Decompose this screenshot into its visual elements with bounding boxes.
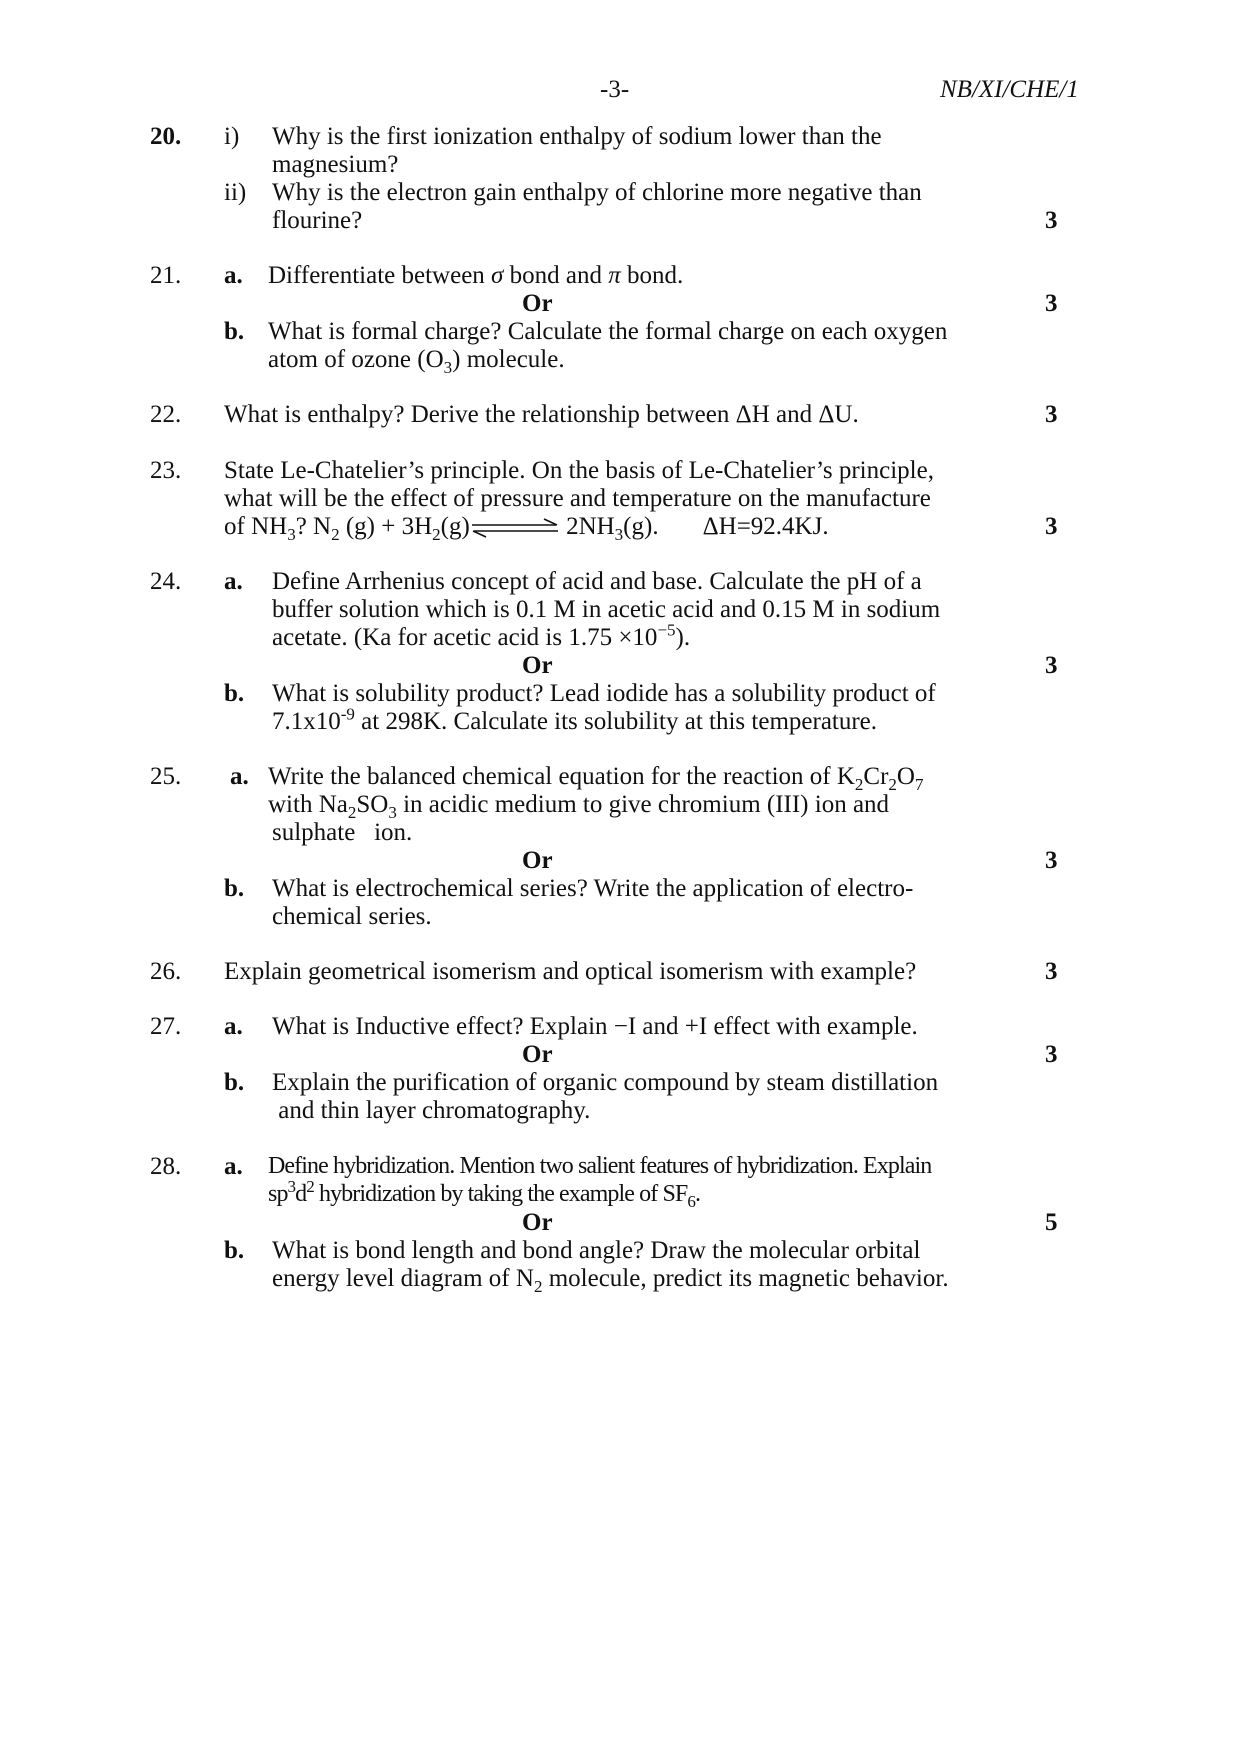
option-label: a. (224, 568, 243, 595)
question-text: acetate. (Ka for acetic acid is $1.75 \times 10^{-5}$). (272, 620, 691, 651)
marks: 3 (1045, 958, 1058, 985)
question-20 (150, 121, 1070, 241)
marks: 3 (1045, 207, 1058, 234)
question-number: 20. (150, 123, 182, 150)
question-27 (150, 1011, 1070, 1126)
question-text: What is solubility product? Lead iodide has a solubility product of (272, 680, 936, 707)
question-text: chemical series. (272, 903, 432, 930)
question-text: What is Inductive effect? Explain −I and +I effect with example. (272, 1013, 918, 1040)
marks: 3 (1045, 652, 1058, 679)
option-label: b. (224, 875, 245, 902)
question-text: Define Arrhenius concept of acid and base. Calculate the pH of a (272, 568, 922, 595)
question-text: flourine? (272, 207, 363, 234)
question-text: energy level diagram of $N_2$ molecule, predict its magnetic behavior. (272, 1265, 949, 1296)
or-divider: Or (522, 652, 553, 679)
marks: 3 (1045, 290, 1058, 317)
question-text: what will be the effect of pressure and temperature on the manufacture (224, 485, 931, 512)
sigma-symbol: σ (491, 262, 504, 289)
question-text: buffer solution which is 0.1 M in acetic acid and 0.15 M in sodium (272, 596, 941, 623)
question-text: What is electrochemical series? Write the application of electro- (272, 875, 914, 902)
question-number: 22. (150, 401, 182, 428)
question-number: 24. (150, 568, 182, 595)
option-label: b. (224, 318, 245, 345)
question-text: $7.1x10^{-9}$ at 298K. Calculate its solubility at this temperature. (272, 704, 878, 735)
question-text: Explain the purification of organic compound by steam distillation (272, 1069, 939, 1096)
question-23 (150, 455, 1070, 545)
question-text: $sp^3d^2$ hybridization by taking the example of $SF_6$. (268, 1177, 701, 1211)
question-text: magnesium? (272, 151, 399, 178)
question-number: 23. (150, 457, 182, 484)
or-divider: Or (522, 847, 553, 874)
part-label: i) (224, 123, 240, 150)
question-number: 21. (150, 262, 182, 289)
question-text: with $Na_2SO_3$ in acidic medium to give chromium (III) ion and (268, 791, 890, 822)
question-number: 25. (150, 763, 182, 790)
question-21 (150, 260, 1070, 375)
marks: 3 (1045, 401, 1058, 428)
question-text: Explain geometrical isomerism and optical isomerism with example? (224, 958, 917, 985)
option-label: a. (224, 1013, 243, 1040)
option-label: a. (224, 1153, 243, 1180)
question-text: atom of ozone $(O_3)$ molecule. (268, 346, 565, 377)
question-text: and thin layer chromatography. (272, 1097, 591, 1124)
question-text: Write the balanced chemical equation for the reaction of $K_2Cr_2O_7$ (268, 763, 924, 794)
option-label: b. (224, 1069, 245, 1096)
marks: 5 (1045, 1209, 1058, 1236)
equilibrium-arrow-icon (470, 517, 560, 539)
marks: 3 (1045, 513, 1058, 540)
question-22 (150, 399, 1070, 431)
option-label: a. (224, 262, 243, 289)
question-text: What is enthalpy? Derive the relationship between ΔH and ΔU. (224, 401, 859, 428)
or-divider: Or (522, 1209, 553, 1236)
question-text: What is bond length and bond angle? Draw the molecular orbital (272, 1237, 921, 1264)
question-text: Why is the electron gain enthalpy of chlorine more negative than (272, 179, 922, 206)
question-24 (150, 566, 1070, 735)
page-number: -3- (600, 76, 630, 103)
question-text: Differentiate between σ bond and π bond. (268, 262, 684, 289)
part-label: ii) (224, 179, 247, 206)
question-text: sulphate ion. (272, 819, 413, 846)
paper-code: NB/XI/CHE/1 (940, 76, 1079, 103)
question-text: Why is the first ionization enthalpy of sodium lower than the (272, 123, 882, 150)
marks: 3 (1045, 1041, 1058, 1068)
question-text: What is formal charge? Calculate the formal charge on each oxygen (268, 318, 948, 345)
option-label: a. (230, 763, 249, 790)
question-28 (150, 1151, 1070, 1296)
question-number: 27. (150, 1013, 182, 1040)
pi-symbol: π (608, 262, 621, 289)
question-number: 26. (150, 958, 182, 985)
question-text: Define hybridization. Mention two salient features of hybridization. Explain (268, 1153, 932, 1179)
question-25 (150, 761, 1070, 930)
or-divider: Or (522, 290, 553, 317)
or-divider: Or (522, 1041, 553, 1068)
question-number: 28. (150, 1153, 182, 1180)
option-label: b. (224, 680, 245, 707)
question-text: State Le-Chatelier’s principle. On the basis of Le-Chatelier’s principle, (224, 457, 934, 484)
option-label: b. (224, 1237, 245, 1264)
marks: 3 (1045, 847, 1058, 874)
reaction-equation: of $NH_3$? $N_2$ $(g) + 3H_2(g)$ $2NH_3(g)$. ΔH=92.4KJ. (224, 513, 829, 544)
question-26 (150, 956, 1070, 988)
